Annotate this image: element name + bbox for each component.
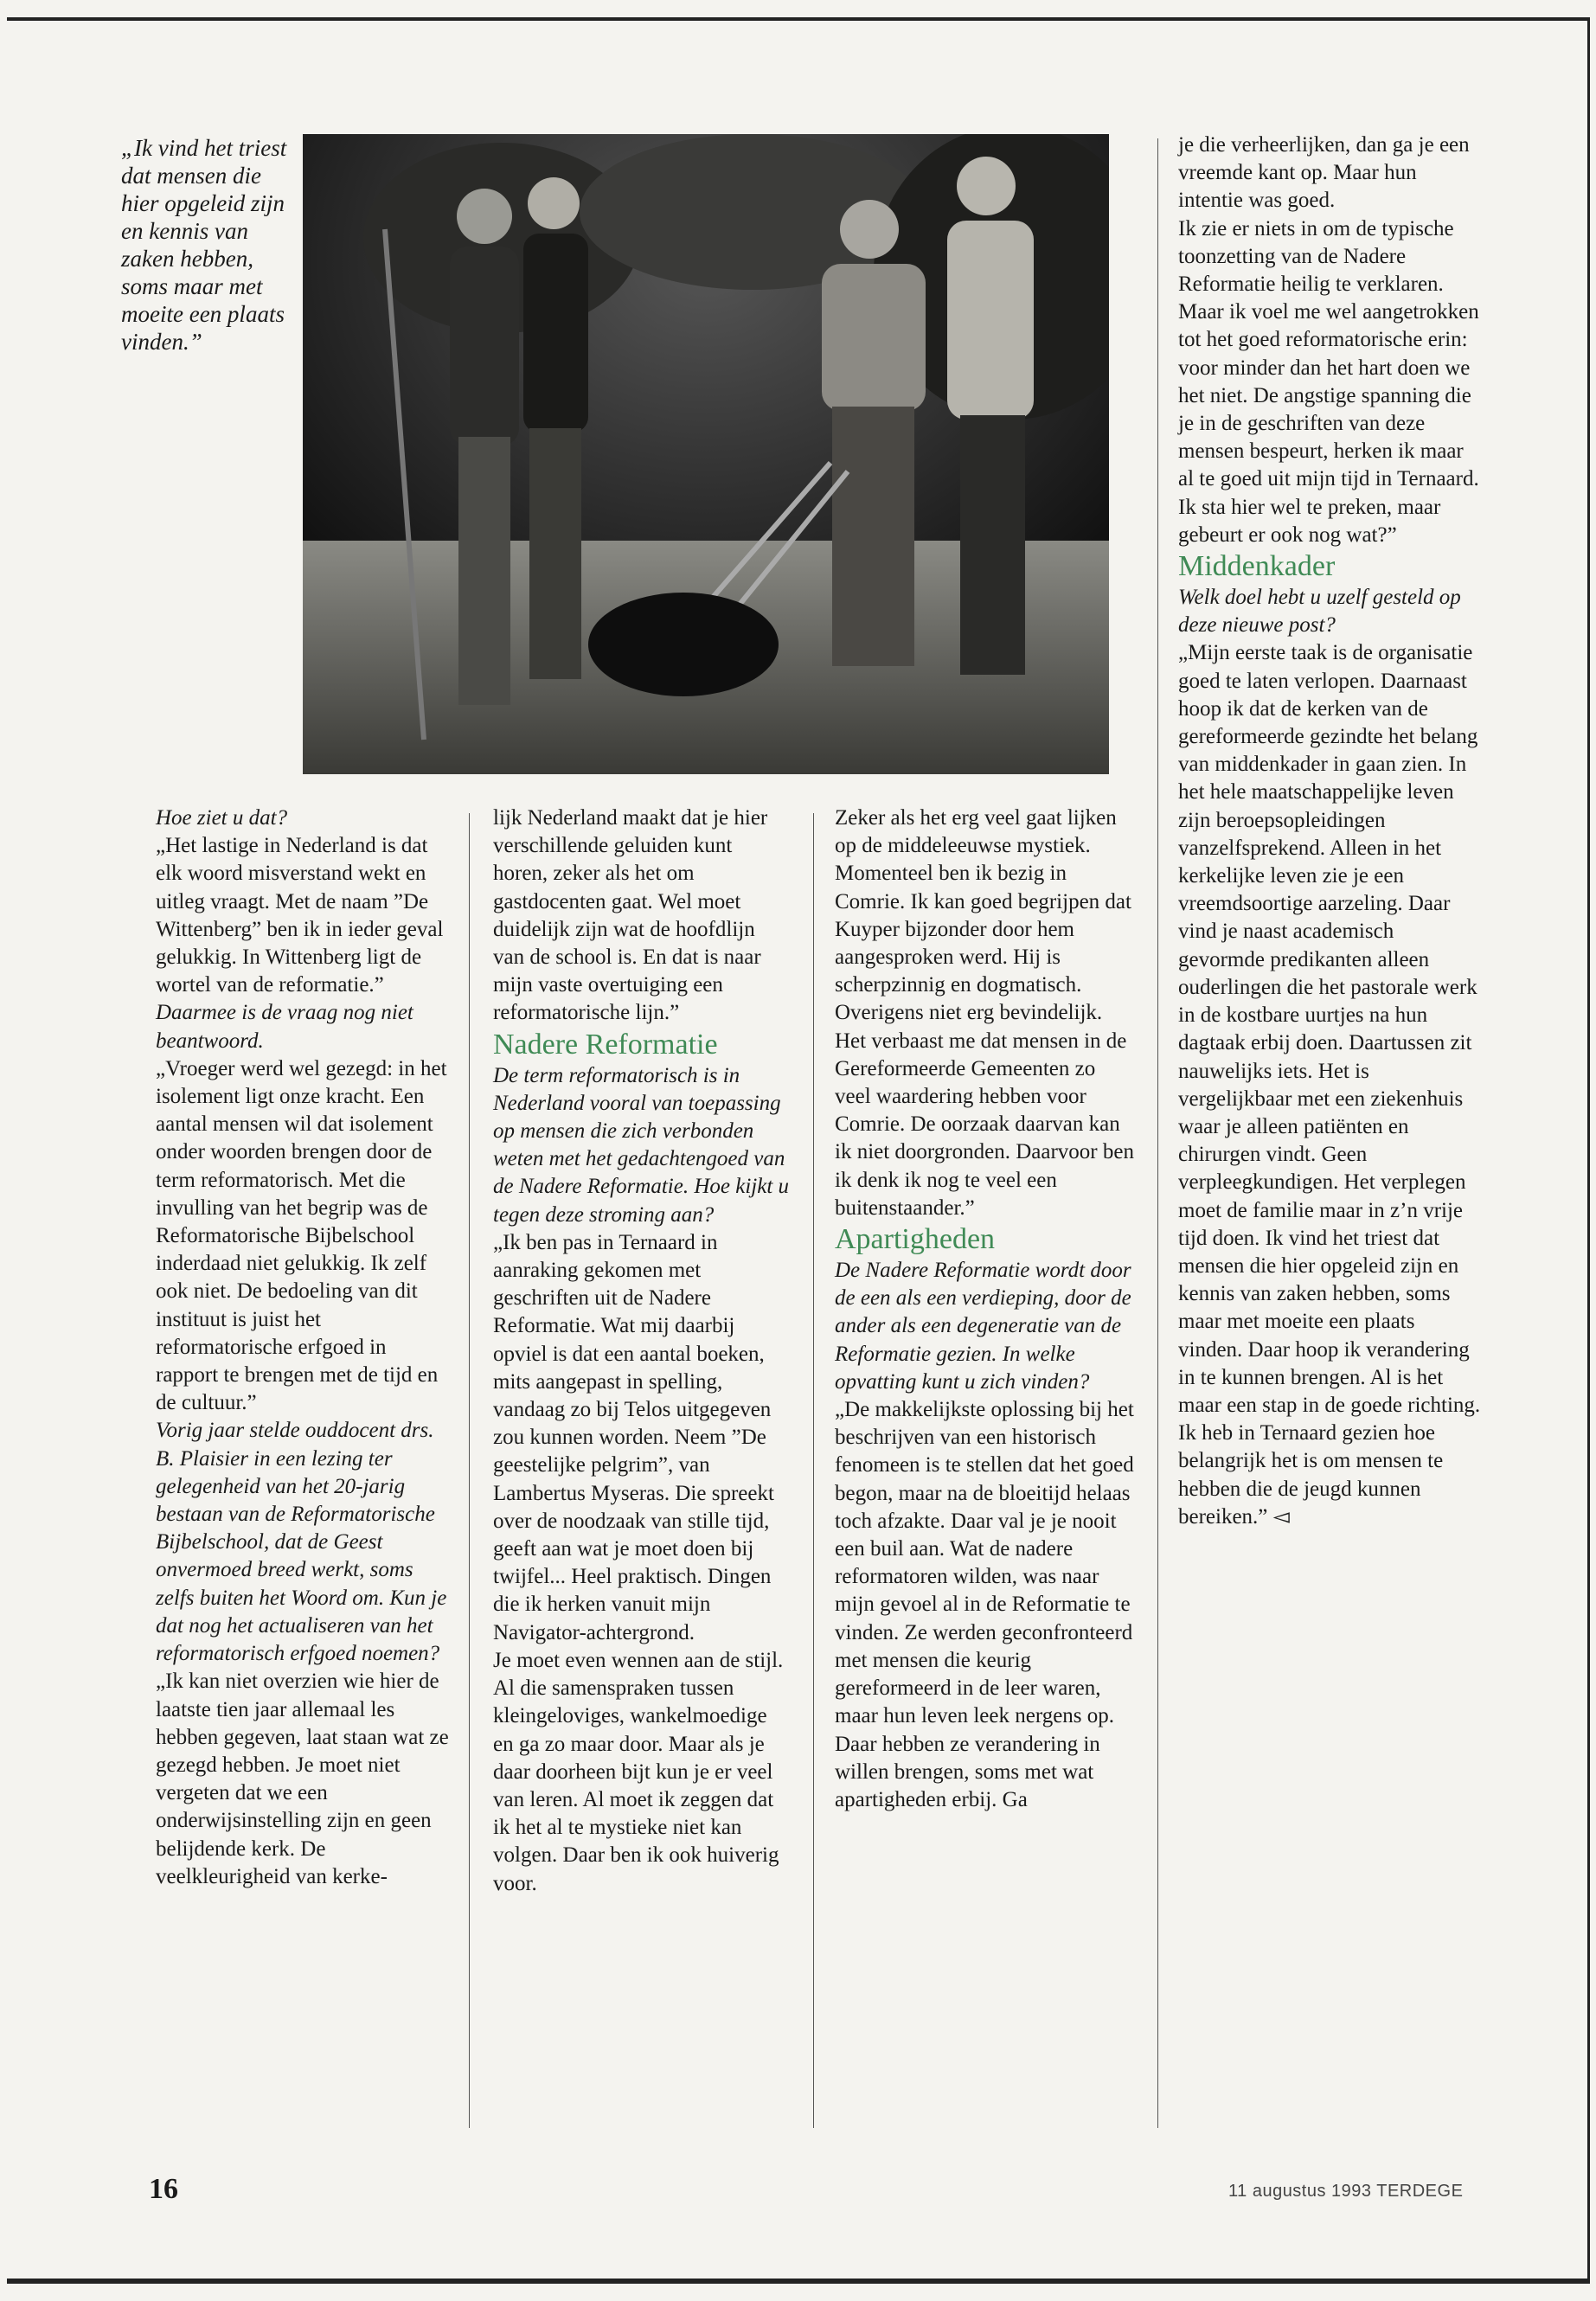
interview-question: Welk doel hebt u uzelf gesteld op deze nieuwe post?: [1178, 586, 1461, 638]
article-photo: [303, 134, 1109, 774]
interview-answer: je die verheerlijken, dan ga je een vreemde kant op. Maar hun intentie was goed.: [1178, 133, 1470, 213]
column-rule: [1157, 138, 1158, 2128]
interview-answer: „Ik ben pas in Ternaard in aanraking gekomen met geschriften uit de Nadere Reformatie. Wat mij daarbij opviel is dat een aantal boeken, mits aangepast in spelling, vandaag zo bij Telos uitgegeven zou kunnen worden. Neem ”De geestelijke pelgrim”, van Lambertus Myseras. Die spreekt over de noodzaak van stille tijd, geeft aan wat je moet doen bij twijfel... Heel praktisch. Dingen die ik herken vanuit mijn Navigator-achtergrond.: [493, 1230, 774, 1644]
page-number: 16: [149, 2173, 178, 2205]
interview-question: Hoe ziet u dat?: [156, 806, 288, 830]
interview-answer: „Vroeger werd wel gezegd: in het isolement ligt onze kracht. Een aantal mensen wil dat isolement onder woorden brengen door de term reformatorisch. Met die invulling van het begrip was de Reformatorische Bijbelschool inderdaad niet gelukkig. Ik zelf ook niet. De bedoeling van dit instituut is juist het reformatorische erfgoed in rapport te brengen met de tijd en de cultuur.”: [156, 1056, 447, 1415]
interview-answer: „Het lastige in Nederland is dat elk woord misverstand wekt en uitleg vraagt. Met de naam ”De Wittenberg” ben ik in ieder geval gelukkig. In Wittenberg ligt de wortel van de reformatie.”: [156, 834, 444, 997]
column-rule: [469, 813, 470, 2128]
section-heading-apartigheden: Apartigheden: [835, 1223, 996, 1256]
interview-answer: Ik zie er niets in om de typische toonzetting van de Nadere Reformatie heilig te verklaren. Maar ik voel me wel aangetrokken tot het goed reformatorische erin: voor minder dan het hart doen we het niet. De angstige spanning die je in de geschriften van deze mensen bespeurt, herken ik maar al te goed uit mijn tijd in Ternaard. Ik sta hier wel te preken, maar gebeurt er ook nog wat?”: [1178, 216, 1479, 547]
interview-answer: „Mijn eerste taak is de organisatie goed te laten verlopen. Daarnaast hoop ik dat de kerken van de gereformeerde gezindte het belang van middenkader in gaan zien. In het hele maatschappelijke leven zijn beroepsopleidingen vanzelfsprekend. Alleen in het kerkelijke leven zie je een vreemdsoortige aarzeling. Daar vind je naast academisch gevormde predikanten alleen ouderlingen die het pastorale werk in de kostbare uurtjes na hun dagtaak erbij doen. Daartussen zit nauwelijks iets. Het is vergelijkbaar met een ziekenhuis waar je alleen patiënten en chirurgen vindt. Geen verpleegkundigen. Het verplegen moet de familie maar in z’n vrije tijd doen. Ik vind het triest dat mensen die hier opgeleid zijn en kennis van zaken hebben, soms maar met moeite een plaats vinden. Daar hoop ik verandering in te kunnen brengen. Al is het maar een stap in de goede richting. Ik heb in Ternaard gezien hoe belangrijk het is om mensen te hebben die de jeugd kunnen bereiken.” ◅: [1178, 641, 1481, 1529]
interview-answer: Momenteel ben ik bezig in Comrie. Ik kan goed begrijpen dat Kuyper bijzonder door hem aangesproken werd. Hij is scherpzinnig en dogmatisch. Overigens niet erg bevindelijk. Het verbaast me dat mensen in de Gereformeerde Gemeenten zo veel waardering hebben voor Comrie. De oorzaak daarvan kan ik niet doorgronden. Daarvoor ben ik denk ik nog te veel een buitenstaander.”: [835, 862, 1134, 1220]
interview-answer: „Ik kan niet overzien wie hier de laatste tien jaar allemaal les hebben gegeven, laat staan wat ze gezegd hebben. Je moet niet vergeten dat we een onderwijsinstelling zijn en geen belijdende kerk. De veelkleurigheid van kerke-: [156, 1670, 449, 1888]
section-heading-nadere-reformatie: Nadere Reformatie: [493, 1028, 718, 1061]
article-column-2: [493, 804, 792, 1898]
article-column-4: [1178, 131, 1481, 1531]
interview-question: Vorig jaar stelde ouddocent drs. B. Plaisier in een lezing ter gelegenheid van het 20-jarig bestaan van de Reformatorische Bijbelschool, dat de Geest onvermoed breed werkt, soms zelfs buiten het Woord om. Kun je dat nog het actualiseren van het reformatorisch erfgoed noemen?: [156, 1419, 447, 1666]
interview-answer: lijk Nederland maakt dat je hier verschillende geluiden kunt horen, zeker als het om gastdocenten gaat. Wel moet duidelijk zijn wat de hoofdlijn van de school is. En dat is naar mijn vaste overtuiging een reformatorische lijn.”: [493, 806, 768, 1025]
interview-answer: „De makkelijkste oplossing bij het beschrijven van een historisch fenomeen is te stellen dat het goed begon, maar na de bloeitijd helaas toch afzakte. Daar val je je nooit een buil aan. Wat de nadere reformatoren wilden, was naar mijn gevoel al in de Reformatie te vinden. Ze werden geconfronteerd met mensen die keurig gereformeerd in de leer waren, maar hun leven leek nergens op. Daar hebben ze verandering in willen brengen, soms met wat apartigheden erbij. Ga: [835, 1398, 1134, 1811]
interview-answer: Zeker als het erg veel gaat lijken op de middeleeuwse mystiek.: [835, 806, 1117, 858]
interview-answer: Je moet even wennen aan de stijl. Al die samenspraken tussen kleingeloviges, wankelmoedige en ga zo maar door. Maar als je daar doorheen bijt kun je er veel van leren. Al moet ik zeggen dat ik het al te mystieke niet kan volgen. Daar ben ik ook huiverig voor.: [493, 1648, 784, 1895]
article-column-3: [835, 804, 1136, 1814]
interview-question: De Nadere Reformatie wordt door de een als een verdieping, door de ander als een degeneratie van de Reformatie gezien. In welke opvatting kunt u zich vinden?: [835, 1259, 1131, 1394]
issue-footer: 11 augustus 1993 TERDEGE: [1228, 2182, 1464, 2201]
pull-quote: „Ik vind het triest dat mensen die hier opgeleid zijn en kennis van zaken hebben, soms maar met moeite een plaats vinden.”: [121, 135, 287, 355]
photo-garden-scene: [303, 134, 1109, 774]
article-column-1: [156, 804, 450, 1891]
column-rule: [813, 813, 814, 2128]
section-heading-middenkader: Middenkader: [1178, 550, 1336, 583]
interview-question: De term reformatorisch is in Nederland vooral van toepassing op mensen die zich verbonden weten met het gedachtengoed van de Nadere Reformatie. Hoe kijkt u tegen deze stroming aan?: [493, 1063, 790, 1227]
interview-question: Daarmee is de vraag nog niet beantwoord.: [156, 1001, 413, 1053]
